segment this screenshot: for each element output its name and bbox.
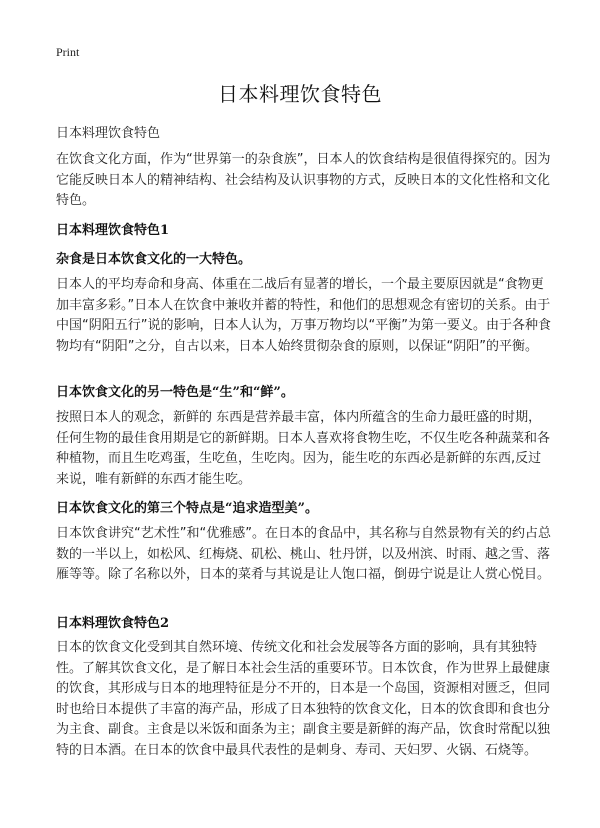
point1-heading: 杂食是日本饮食文化的一大特色。 (56, 252, 252, 267)
intro-paragraph: 在饮食文化方面，作为“世界第一的杂食族”，日本人的饮食结构是很值得探究的。因为它能反映日本人的精神结构、社会结构及认识事物的方式，反映日本的文化性格和文化特色。 (56, 152, 551, 208)
page-title: 日本料理饮食特色 (218, 82, 382, 106)
point1-paragraph: 日本人的平均寿命和身高、体重在二战后有显著的增长，一个最主要原因就是“食物更加丰富多彩。”日本人在饮食中兼收并蓄的特性，和他们的思想观念有密切的关系。由于中国“阴阳五行”说的影响，日本人认为，万事万物均以“平衡”为第一要义。由于各种食物均有“阴阳”之分，自古以来，日本人始终贯彻杂食的原则，以保证“阴阳”的平衡。 (56, 277, 551, 354)
section1-heading: 日本料理饮食特色1 (56, 223, 170, 238)
print-label: Print (56, 45, 80, 59)
point2-heading: 日本饮食文化的另一特色是“生”和“鲜”。 (56, 385, 294, 400)
point3-heading: 日本饮食文化的第三个特点是“追求造型美”。 (56, 501, 318, 516)
point2-paragraph: 按照日本人的观念，新鲜的 东西是营养最丰富，体内所蕴含的生命力最旺盛的时期，任何生物的最佳食用期是它的新鲜期。日本人喜欢将食物生吃，不仅生吃各种蔬菜和各种植物，而且生吃鸡蛋，生吃鱼，生吃肉。因为，能生吃的东西必是新鲜的东西,反过来说，唯有新鲜的东西才能生吃。 (56, 410, 551, 487)
document-subtitle: 日本料理饮食特色 (56, 126, 161, 141)
section2-heading: 日本料理饮食特色2 (56, 616, 170, 631)
section2-paragraph: 日本的饮食文化受到其自然环境、传统文化和社会发展等各方面的影响，具有其独特性。了解其饮食文化，是了解日本社会生活的重要环节。日本饮食，作为世界上最健康的饮食，其形成与日本的地理特征是分不开的，日本是一个岛国，资源相对匮乏，但同时也给日本提供了丰富的海产品，形成了日本独特的饮食文化，日本的饮食即和食也分为主食、副食。主食是以米饭和面条为主；副食主要是新鲜的海产品，饮食时常配以独特的日本酒。在日本的饮食中最具代表性的是刺身、寿司、天妇罗、火锅、石烧等。 (56, 640, 551, 758)
point3-paragraph: 日本饮食讲究“艺术性”和“优雅感”。在日本的食品中，其名称与自然景物有关的约占总数的一半以上，如松风、红梅烧、矶松、桃山、牡丹饼，以及州滨、时雨、越之雪、落雁等等。除了名称以外，日本的菜肴与其说是让人饱口福，倒毋宁说是让人赏心悦目。 (56, 526, 551, 582)
